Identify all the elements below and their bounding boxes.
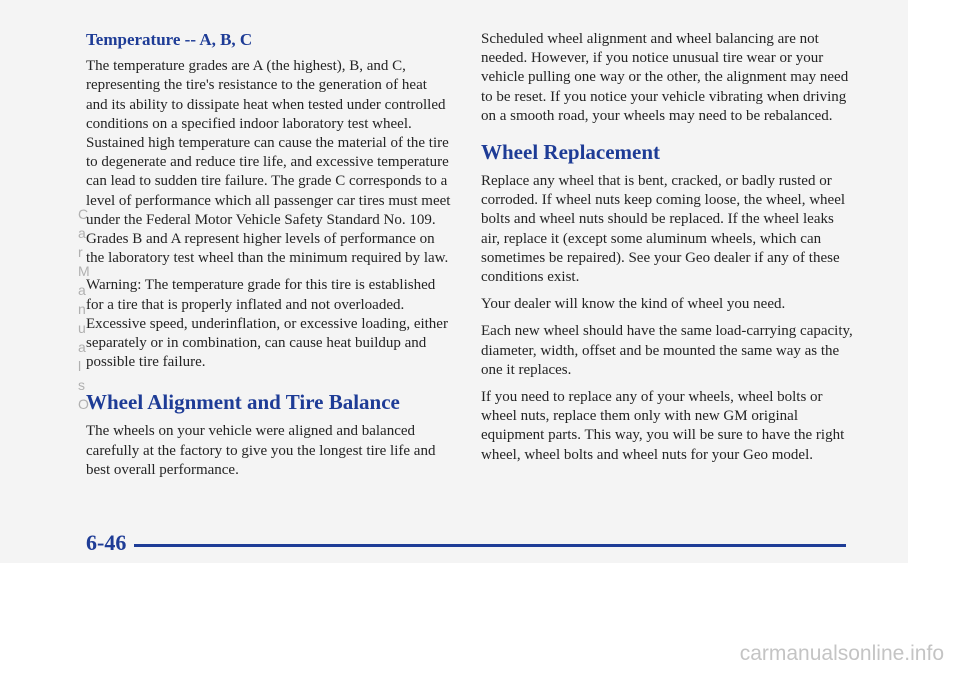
footer-rule	[134, 544, 846, 547]
new-wheel-paragraph: Each new wheel should have the same load-carrying capacity, diameter, width, offset and be mounted the same way as the one it replaces.	[481, 323, 853, 378]
replace-wheel-paragraph: Replace any wheel that is bent, cracked, or badly rusted or corroded. If wheel nuts keep coming loose, the wheel, wheel bolts and wheel nuts should be replaced. If the wheel leaks air, replace it (except some aluminum wheels, which can sometimes be repaired). See your Geo dealer if any of these conditions exist.	[481, 173, 846, 286]
side-watermark-letter: l	[78, 358, 82, 374]
right-column	[481, 30, 853, 473]
temperature-paragraph: The temperature grades are A (the highest), B, and C, representing the tire's resistance to the generation of heat and its ability to dissipate heat when tested under controlled conditions on a specified indoor laboratory test wheel. Sustained high temperature can cause the material of the tire to degenerate and reduce tire life, and excessive temperature can lead to sudden tire failure. The grade C corresponds to a level of performance which all passenger car tires must meet under the Federal Motor Vehicle Safety Standard No. 109. Grades B and A represent higher levels of performance on the laboratory test wheel than the minimum required by law.	[86, 58, 451, 267]
temperature-warning-paragraph: Warning: The temperature grade for this tire is established for a tire that is properly inflated and not overloaded. Excessive speed, underinflation, or excessive loading, either separately or in combination, can cause heat buildup and possible tire failure.	[86, 277, 448, 371]
side-watermark-letter: O	[78, 396, 89, 412]
side-watermark-letter: a	[78, 339, 86, 355]
side-watermark-letter: u	[78, 320, 86, 336]
side-watermark-letter: C	[78, 206, 89, 222]
wheel-alignment-paragraph: The wheels on your vehicle were aligned and balanced carefully at the factory to give you the longest tire life and best overall performance.	[86, 423, 436, 478]
temperature-subheading: Temperature -- A, B, C	[86, 30, 253, 49]
left-column	[86, 30, 451, 488]
dealer-paragraph: Your dealer will know the kind of wheel you need.	[481, 296, 786, 313]
gm-parts-paragraph: If you need to replace any of your wheels, wheel bolts or wheel nuts, replace them only with new GM original equipment parts. This way, you will be sure to have the right wheel, wheel bolts and wheel nuts for your Geo model.	[481, 389, 845, 463]
side-watermark-letter: n	[78, 301, 86, 317]
site-watermark: carmanualsonline.info	[739, 642, 944, 665]
side-watermark	[78, 205, 90, 414]
alignment-schedule-paragraph: Scheduled wheel alignment and wheel balancing are not needed. However, if you notice unusual tire wear or your vehicle pulling one way or the other, the alignment may need to be reset. If you notice your vehicle vibrating when driving on a smooth road, your wheels may need to be rebalanced.	[481, 31, 849, 124]
side-watermark-letter: r	[78, 244, 83, 260]
wheel-replacement-heading: Wheel Replacement	[481, 140, 661, 165]
wheel-alignment-heading: Wheel Alignment and Tire Balance	[86, 390, 400, 415]
side-watermark-letter: M	[78, 263, 90, 279]
page-footer	[86, 530, 846, 556]
side-watermark-letter: a	[78, 225, 86, 241]
side-watermark-letter: s	[78, 377, 85, 393]
side-watermark-letter: a	[78, 282, 86, 298]
page-number: 6-46	[86, 530, 127, 555]
